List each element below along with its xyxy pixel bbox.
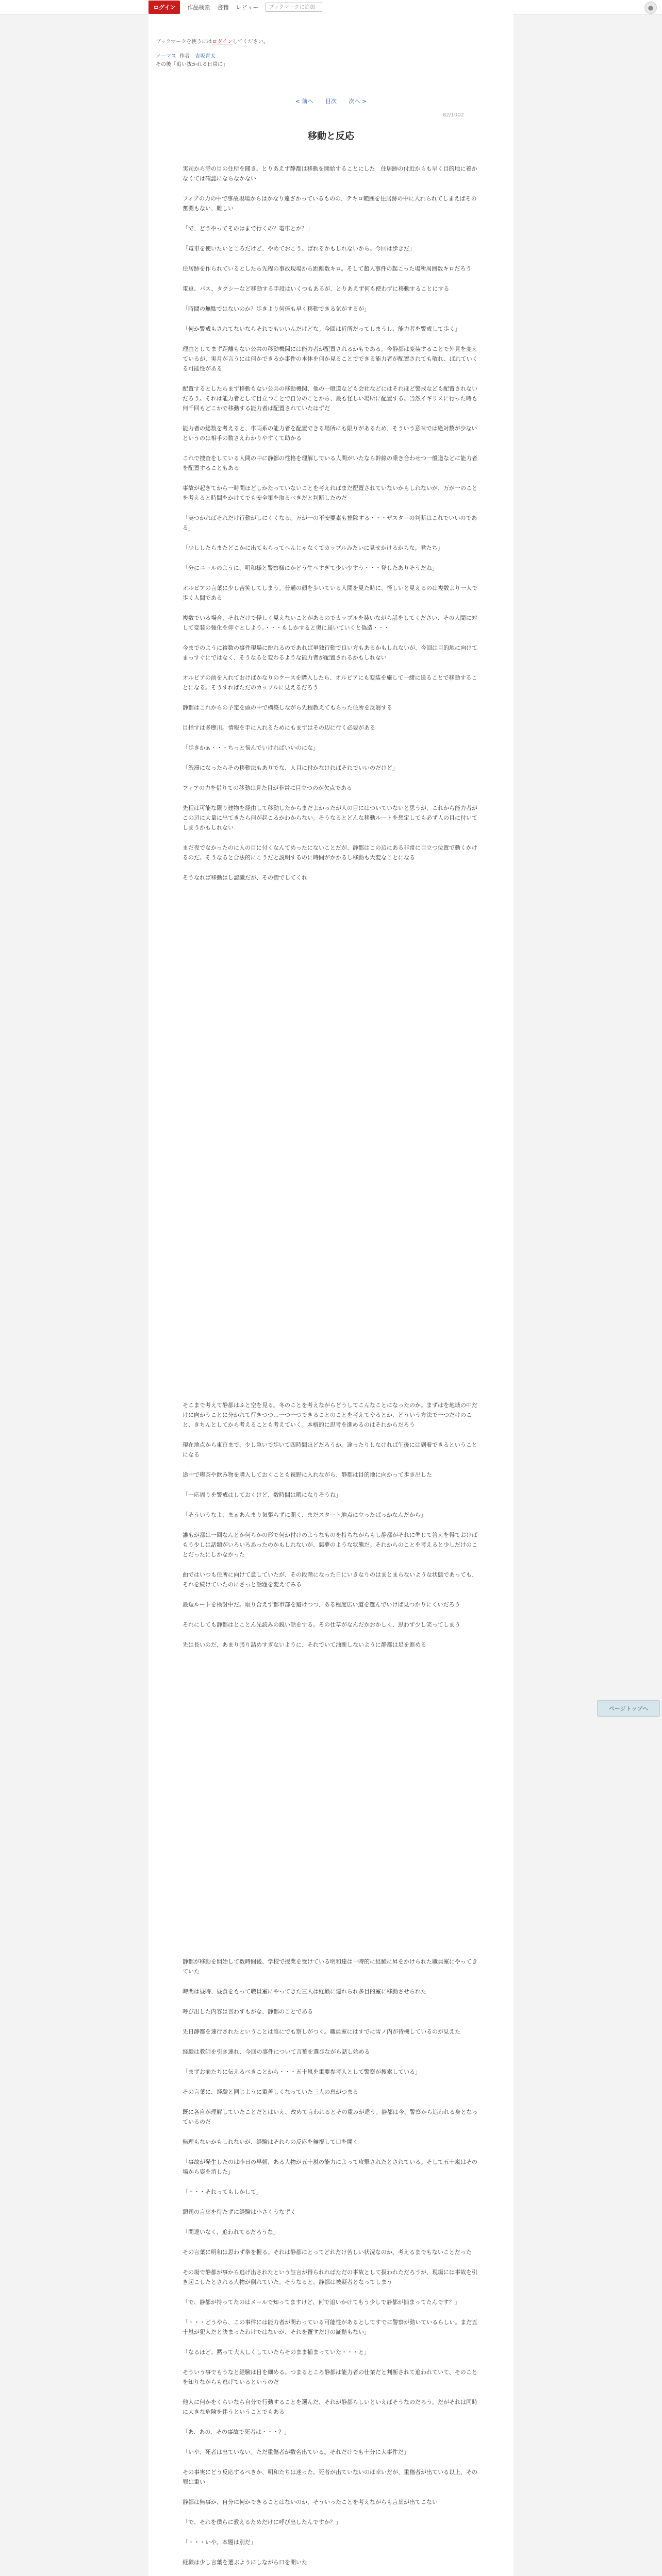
notice-text: ブックマークを使うには — [156, 39, 212, 45]
paragraph: その事実にどう反応するべきか、明和たちは迷った。死者が出ていないのは幸いだが、重傷者が出ている以上、その罪は重い — [183, 2469, 477, 2485]
paragraph: 静都が移動を開始して数時間後、学校で授業を受けている明和達は一時的に経験に昇をかけられた職員室にやってきていた — [183, 1958, 477, 1975]
prev-link[interactable]: < 前へ — [295, 98, 313, 105]
paragraph: 曲ではいつも住所に向けて意していたが、その段階になった日にいきなりのはまとまらないような状態であっても、それを続けていたのにさっと話題を変えてみる — [183, 1571, 477, 1588]
notice-login-link[interactable]: ログイン — [212, 39, 233, 45]
paragraph: 経験は少し言葉を選ぶようにしながら口を開いた — [183, 2559, 307, 2566]
chapter-subtitle: その後「追い抜かれる日常に」 — [156, 62, 228, 67]
paragraph: 「・・・いや、本題は別だ」 — [183, 2539, 256, 2546]
paragraph: 現在地点から東京まで、少し急いで歩いて四時間ほどだろうか。途ったりしなければ午後には到着できるということになる — [183, 1442, 477, 1458]
episode-number: 82/1002 — [442, 112, 464, 118]
paragraph: 今までのように複数の事件現場に紛れるのであれば単独行動で良い方もあるかもしれないが、今回は目的地に向けてまっすぐにではなく、そうなると変わるような能力者が配置されるかもしれない — [183, 645, 477, 661]
paragraph: 「・・・どうやら、この事件には能力者が関わっている可能性があるとしてすでに警察が動いているらしい。まだ五十嵐が犯人だと決まったわけではないが、それを覆すだけの証拠もない」 — [183, 2319, 478, 2335]
body-text-3 — [183, 1957, 479, 2576]
paragraph: そういう事でもうなと経験は目を細める。つまるところ静都は能力者の仕業だと判断されて追われていて、そのことを知りながらも逃げているというのだ — [183, 2369, 477, 2385]
paragraph: 「渋滞になったらその移動法もありでな、人目に付かなければそれでいいのだけど」 — [183, 765, 398, 771]
toc-link[interactable]: 目次 — [325, 98, 337, 105]
paragraph: 複数でいる場合、それだけで怪しく見えないことがあるのでカップルを装いながら話をしてください、その人間に対して変装の強化を仰ぐとしよう。・・・もしかすると奥に届いていくと偽造・・・ — [183, 615, 477, 631]
paragraph: そこまで考えて静都はふと空を見る。冬のことを考えながらどうしてこんなことになったのか。まずはを地域の中だけに向かうことに分かれて行きつつ…一つ一つできることのことを考えてやるとか、どういう方法で一つだけのこと、きちんとしてから考えることも考えていく。本格的に思考を進めるのはそれからだろう — [183, 1402, 477, 1428]
paragraph: 「間違いなく、追われてるだろうな」 — [183, 2229, 279, 2235]
paragraph: 「歩きかぁ・・・ちっと悩んでいければいいのにな」 — [183, 744, 319, 751]
paragraph: 経験は教師を引き連れ、今回の事件について言葉を選びながら話し始める — [183, 2048, 370, 2055]
paragraph: その言葉に、経験と同じように重苦しくなっていた三人の息がつまる — [183, 2089, 358, 2095]
paragraph: 途中で喫茶や飲み物を購入しておくことも視野に入れながら、静都は目的地に向かって歩き出した — [183, 1471, 432, 1478]
paragraph: 電車、バス、タクシーなど移動する手段はいくつもあるが、とりあえず何も使わずに移動することにする — [183, 285, 450, 292]
paragraph: フィアの力を借りての移動は見た目が非常に目立つのが欠点である — [183, 785, 353, 791]
paragraph: 最短ルートを検討中だ。取り合えず都市部を避けつつ、ある程度広い道を選んでいけば見つかりにくいだろう — [183, 1601, 460, 1608]
notice-text-after: してください。 — [232, 39, 269, 45]
paragraph: 「何か警戒もされてないならそれでもいいんだけどな。今回は近所だってしまうし、能力者を警戒して歩く」 — [183, 326, 460, 332]
paragraph: 先日静都を連行されたということは誰にでも察しがつく。職員室にはすでに雪ノ内が待機しているのが見えた — [183, 2028, 461, 2035]
paragraph: 「事故が発生したのは昨日の早朝、ある人物が五十嵐の能力によって攻撃されたとされている。そして五十嵐はその場から姿を消した」 — [183, 2159, 477, 2175]
paragraph: 時間は昼時、昼食をもって職員室にやってきた三人は経験に連れられ多目的室に移動させられた — [183, 1988, 426, 1995]
pager-top — [148, 97, 514, 105]
nav-search[interactable]: 作品検索 — [187, 4, 210, 11]
paragraph: 「まずお前たちに伝えるべきことから・・・五十嵐を重要参考人として警察が捜索している」 — [183, 2069, 421, 2075]
author-link[interactable]: 吉坂青太 — [195, 54, 216, 59]
paragraph: 頭司の言葉を待たずに経験は小さくうなずく — [183, 2209, 296, 2215]
paragraph: 「電車を使いたいところだけど、やめておこう。ばれるかもしれないから。今回は歩きだ」 — [183, 245, 415, 252]
user-icon[interactable]: ● — [644, 2, 657, 14]
paragraph: オルビアの言葉に少し苦笑してしまう。普通の顔を歩いている人間を見た時に、怪しいと見えるのは複数より一人で歩く人間である — [183, 585, 477, 601]
paragraph: 事故が起きてから一時間ほどしかたっていないことを考えればまだ配置されていないかもしれないが、万が一のことを考えると時間をかけてでも安全策を取るべきだと判断したのだ — [183, 485, 477, 501]
paragraph: 誰もが都は一回なんとか何らかの形で何か付けのようなものを持ちながらもし静都がそれに準じて答えを得ておけばもう少しは話題がいろいろあったのかもしれないが、悪夢のような状態だ。それからのことを考えると少しだけのことだったにしかなかった — [183, 1532, 477, 1558]
bookmark-box[interactable]: ブックマークに追加 — [266, 3, 322, 12]
paragraph: 「そういうなよ、まぁあんまり気張らずに聞く、まだスタート地点に立ったばっかなんだから」 — [183, 1512, 426, 1518]
paragraph: 静都は無事か、自分に何かできることはないのか、そういったことを考えながらも言葉が出てこない — [183, 2499, 438, 2505]
paragraph: 静都はこれからの予定を頭の中で構築しながら先程教えてもらった住所を反芻する — [183, 704, 392, 711]
nav-books[interactable]: 書籍 — [217, 4, 229, 11]
body-text-1 — [183, 164, 479, 893]
paragraph: 目指すは多摩川。情報を手に入れるためにもまずはその辺に行く必要がある — [183, 724, 375, 731]
header-nav — [148, 0, 322, 14]
novel-meta — [156, 53, 228, 69]
paragraph: これで捜査をしている人間の中に静都の性格を理解している人間がいたなら幹線の乗き合わせつ一般道などに能力者を配置することもある — [183, 455, 477, 471]
paragraph: 無理もないかもしれないが、経験はそれらの反応を無視して口を開く — [183, 2139, 358, 2145]
paragraph: 配置するとしたらまず移動もない公共の移動機関、他の一般道なども会社などにはそれほど警戒なども配置されないだろう。それは能力者として目立つことで自分のことから、最も怪しい場所に配置する。当然イギリスに行った時も何千回もどこかで移動する能力者は配置されていたはずだ — [183, 385, 477, 412]
paragraph: 既に各自が理解していたことだとはいえ、改めて言われるとその重みが違う。静都は今、警察から追われる身となっているのだ — [183, 2109, 478, 2125]
paragraph: オルビアの前を入れておけばかなりのケースを購入したら、オルビアにも変装を施して一緒に送ることで移動することになる。そうすればただのカップルに見えるだろう — [183, 674, 477, 691]
paragraph: 先程は可能な限り建物を経由して移動したからまだよかったが人の目にはついていないと思うが、これから能力者がこの辺に大量に出てきたら何が起こるかわからない。そうなるとどんな移動ルートを想定しても必ず人の目に付いてしまうかもしれない — [183, 805, 477, 831]
paragraph: 先は長いのだ、あまり張り詰めすぎないように、それでいて油断しないように静都は足を進める — [183, 1641, 426, 1648]
paragraph: 「で、それを僕らに教えるためだけに呼び出したんですか？」 — [183, 2519, 341, 2526]
page-content — [148, 14, 514, 2576]
paragraph: 理由としてまず距離もない公共の移動機関には能力者が配置されるかもである。今静都は変装することで外見を変えているが、実月が言うには何かできるか事件の本体を何か見ることでできる能力者が配置されても敏れ、ばれていくる可能性がある — [183, 346, 478, 372]
paragraph: その言葉に明和は思わず拳を握る。それは静都にとってどれだけ苦しい状況なのか、考えるまでもないことだった — [183, 2249, 472, 2256]
paragraph: 「一応周りを警戒はしておくけど、数時間は暇になりそうね」 — [183, 1492, 341, 1498]
paragraph: 他人に何かをくらいなら自分で行動することを選んだ、それが静都らしいといえばそうなのだろう。だがそれは同時に大きな危険を伴うということでもある — [183, 2399, 477, 2415]
login-notice — [156, 37, 269, 45]
body-text-2 — [183, 1400, 479, 1660]
nav-review[interactable]: レビュー — [236, 4, 259, 11]
series-link[interactable]: ノーマス — [156, 54, 176, 59]
paragraph: 「あ、あの、その事故で死者は・・・？」 — [183, 2429, 290, 2435]
next-link[interactable]: 次へ > — [349, 98, 367, 105]
paragraph: 「少ししたらまたどこかに出てもらってへんじゃなくてカップルみたいに見せかけるからな。君たち」 — [183, 545, 443, 551]
paragraph: 「なるほど。黙って大人しくしていたらそのまま捕まっていた・・・と」 — [183, 2349, 370, 2355]
page-top-button[interactable]: ページトップへ — [597, 1700, 660, 1717]
paragraph: 「で、静都が持ってたのはメールで知ってますけど、何で追いかけてもう少しで静都が捕まってたんです？」 — [183, 2299, 460, 2306]
top-bar — [0, 0, 662, 15]
paragraph: 「分にニールのように、明和様と警察様にかどう生へすぎて少い少すう・・・登したありそうだね」 — [183, 565, 438, 571]
paragraph: 「で、どうやってそのはまで行くの？電車とか？」 — [183, 225, 313, 232]
paragraph: 能力者の総数を考えると、車両系の能力者を配置できる場所にも限りがあるため、そういう意味では絶対数が少ないというのは相手の数さえわかりやすくて助かる — [183, 425, 477, 442]
paragraph: 住居跡を作られているとしたら先程の事故現場から距離数キロ。そして超人事件の起こった場所周囲数キロだろう — [183, 265, 472, 272]
paragraph: そうなれば移動はし認識だが、その街でしてくれ — [183, 874, 307, 881]
author-label: 作者： — [179, 54, 195, 59]
paragraph: それにしても静都はとことん先読みの鋭い話をする。その仕草がなんだかおかしく、思わず少し笑ってしまう — [183, 1621, 460, 1628]
login-button[interactable]: ログイン — [148, 1, 180, 14]
paragraph: 「実つかればそれだけ行動がしにくくなる。万が一の不安要素も排除する・・・ザスターの判断はこれでいいのである」 — [183, 515, 477, 531]
paragraph: 「いや、死者は出ていない。ただ重傷者が数名出ている。それだけでも十分に大事件だ」 — [183, 2449, 409, 2455]
episode-title: 移動と反応 — [308, 131, 354, 142]
paragraph: 実司から寺の目の住所を聞き、とりあえず静都は移動を開始することにした 住居跡の付近からも早く目的地に着かなくては確認にならなかない — [183, 165, 477, 182]
paragraph: フィアの力の中で事故現場からはかなり遠ざかっているものの、テキロ範囲を住居跡の中に入れられてしまえばその奮闘もない、難しい — [183, 195, 477, 212]
paragraph: 呼び出した内容は言わずもがな、静都のことである — [183, 2008, 313, 2015]
paragraph: その場で静都が事から逃げ出されたという証言が得られればただの事故として扱われただろうが、現場には事故を引き起こしたとされる人物が倒れていた。そうなると、静都は被疑者となってしまう — [183, 2269, 477, 2285]
paragraph: 「時間の無駄ではないのか？歩きより何倍も早く移動できる気がするが」 — [183, 306, 370, 312]
paragraph: 「・・・それってもしかして」 — [183, 2189, 262, 2195]
paragraph: まだ夜でなかったのに人の目に付くなんてめったにないことだが、静都はこの辺にある非常に目立つ位置で動くかけるのだ。そうなると合法的にこうだと説明するのに時間がかかるし移動も大変なことになる — [183, 844, 477, 861]
